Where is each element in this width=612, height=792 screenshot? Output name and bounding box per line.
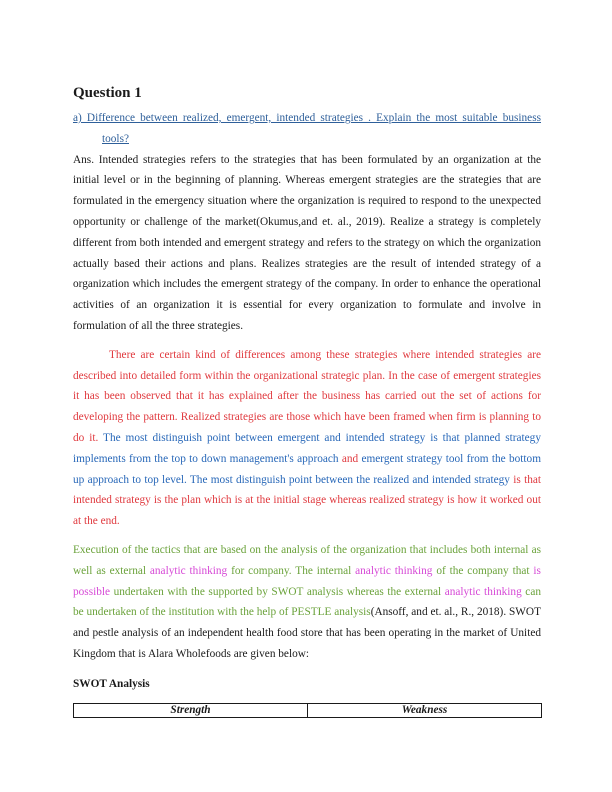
answer-paragraph-3 [73,540,541,665]
text-run: Execution of the tactics that are based on the analysis of the organization that includes both internal as well as external [73,543,541,577]
text-run: The most distinguish point between emergent and intended strategy is that planned strategy implements from the top to down management's approach [73,431,541,465]
highlight-run: analytic thinking [444,585,522,598]
page-content [73,84,541,718]
swot-table [73,703,542,718]
text-run: of the company that [432,564,534,577]
text-run: can be undertaken of the institution with the help of PESTLE analysis [73,585,541,619]
answer-paragraph-1: Ans. Intended strategies refers to the strategies that has been formulated by an organization at the initial level or in the beginning of planning. Whereas emergent strategies are the strategies that are formulated in the emergency situation where the organization is required to respond to the unexpected opportunity or challenge of the market(Okumus,and et. al., 2019). Realize a strategy is completely different from both intended and emergent strategy and refers to the strategy on which the organization actually based their actions and plans. Realizes strategies are the result of intended strategy of a organization which includes the emergent strategy of the company. In order to enhance the operational activities of an organization it is essential for every organization to formulate and involve in formulation of all the three strategies. [73,153,541,332]
text-run: (Ansoff, and et. al., R., 2018). SWOT and pestle analysis of an independent health food store that has been operating in the market of United Kingdom that is Alara Wholefoods are given below: [73,606,541,660]
text-run: emergent strategy tool from the bottom up approach to top level. The most distinguish point between the realized and intended strategy [73,452,541,486]
text-run: for company. The internal [227,564,356,577]
weakness-header: Weakness [308,703,542,717]
highlight-run: analytic thinking [355,564,433,577]
sub-question-heading: a) Difference between realized, emergent, intended strategies . Explain the most suitable business tools? [73,112,541,145]
text-run: and [338,452,362,465]
table-header-row [74,703,542,717]
highlight-run: analytic thinking [149,564,228,577]
answer-paragraph-2 [73,345,541,532]
highlight-run: is possible [73,564,541,598]
question-title: Question 1 [73,85,142,101]
text-run: is that intended strategy is the plan which is at the initial stage whereas realized strategy is how it worked out at the end. [73,473,542,528]
strength-header: Strength [74,703,308,717]
text-run: undertaken with the supported by SWOT analysis whereas the external [110,585,445,598]
swot-heading: SWOT Analysis [73,677,150,690]
text-run: There are certain kind of differences among these strategies where intended strategies are described into detailed form within the organizational strategic plan. In the case of emergent strategies it has been observed that it has explained after the business has carried out the set of actions for developing the pattern. Realized strategies are those which have been framed when firm is planning to do it. [73,348,541,444]
